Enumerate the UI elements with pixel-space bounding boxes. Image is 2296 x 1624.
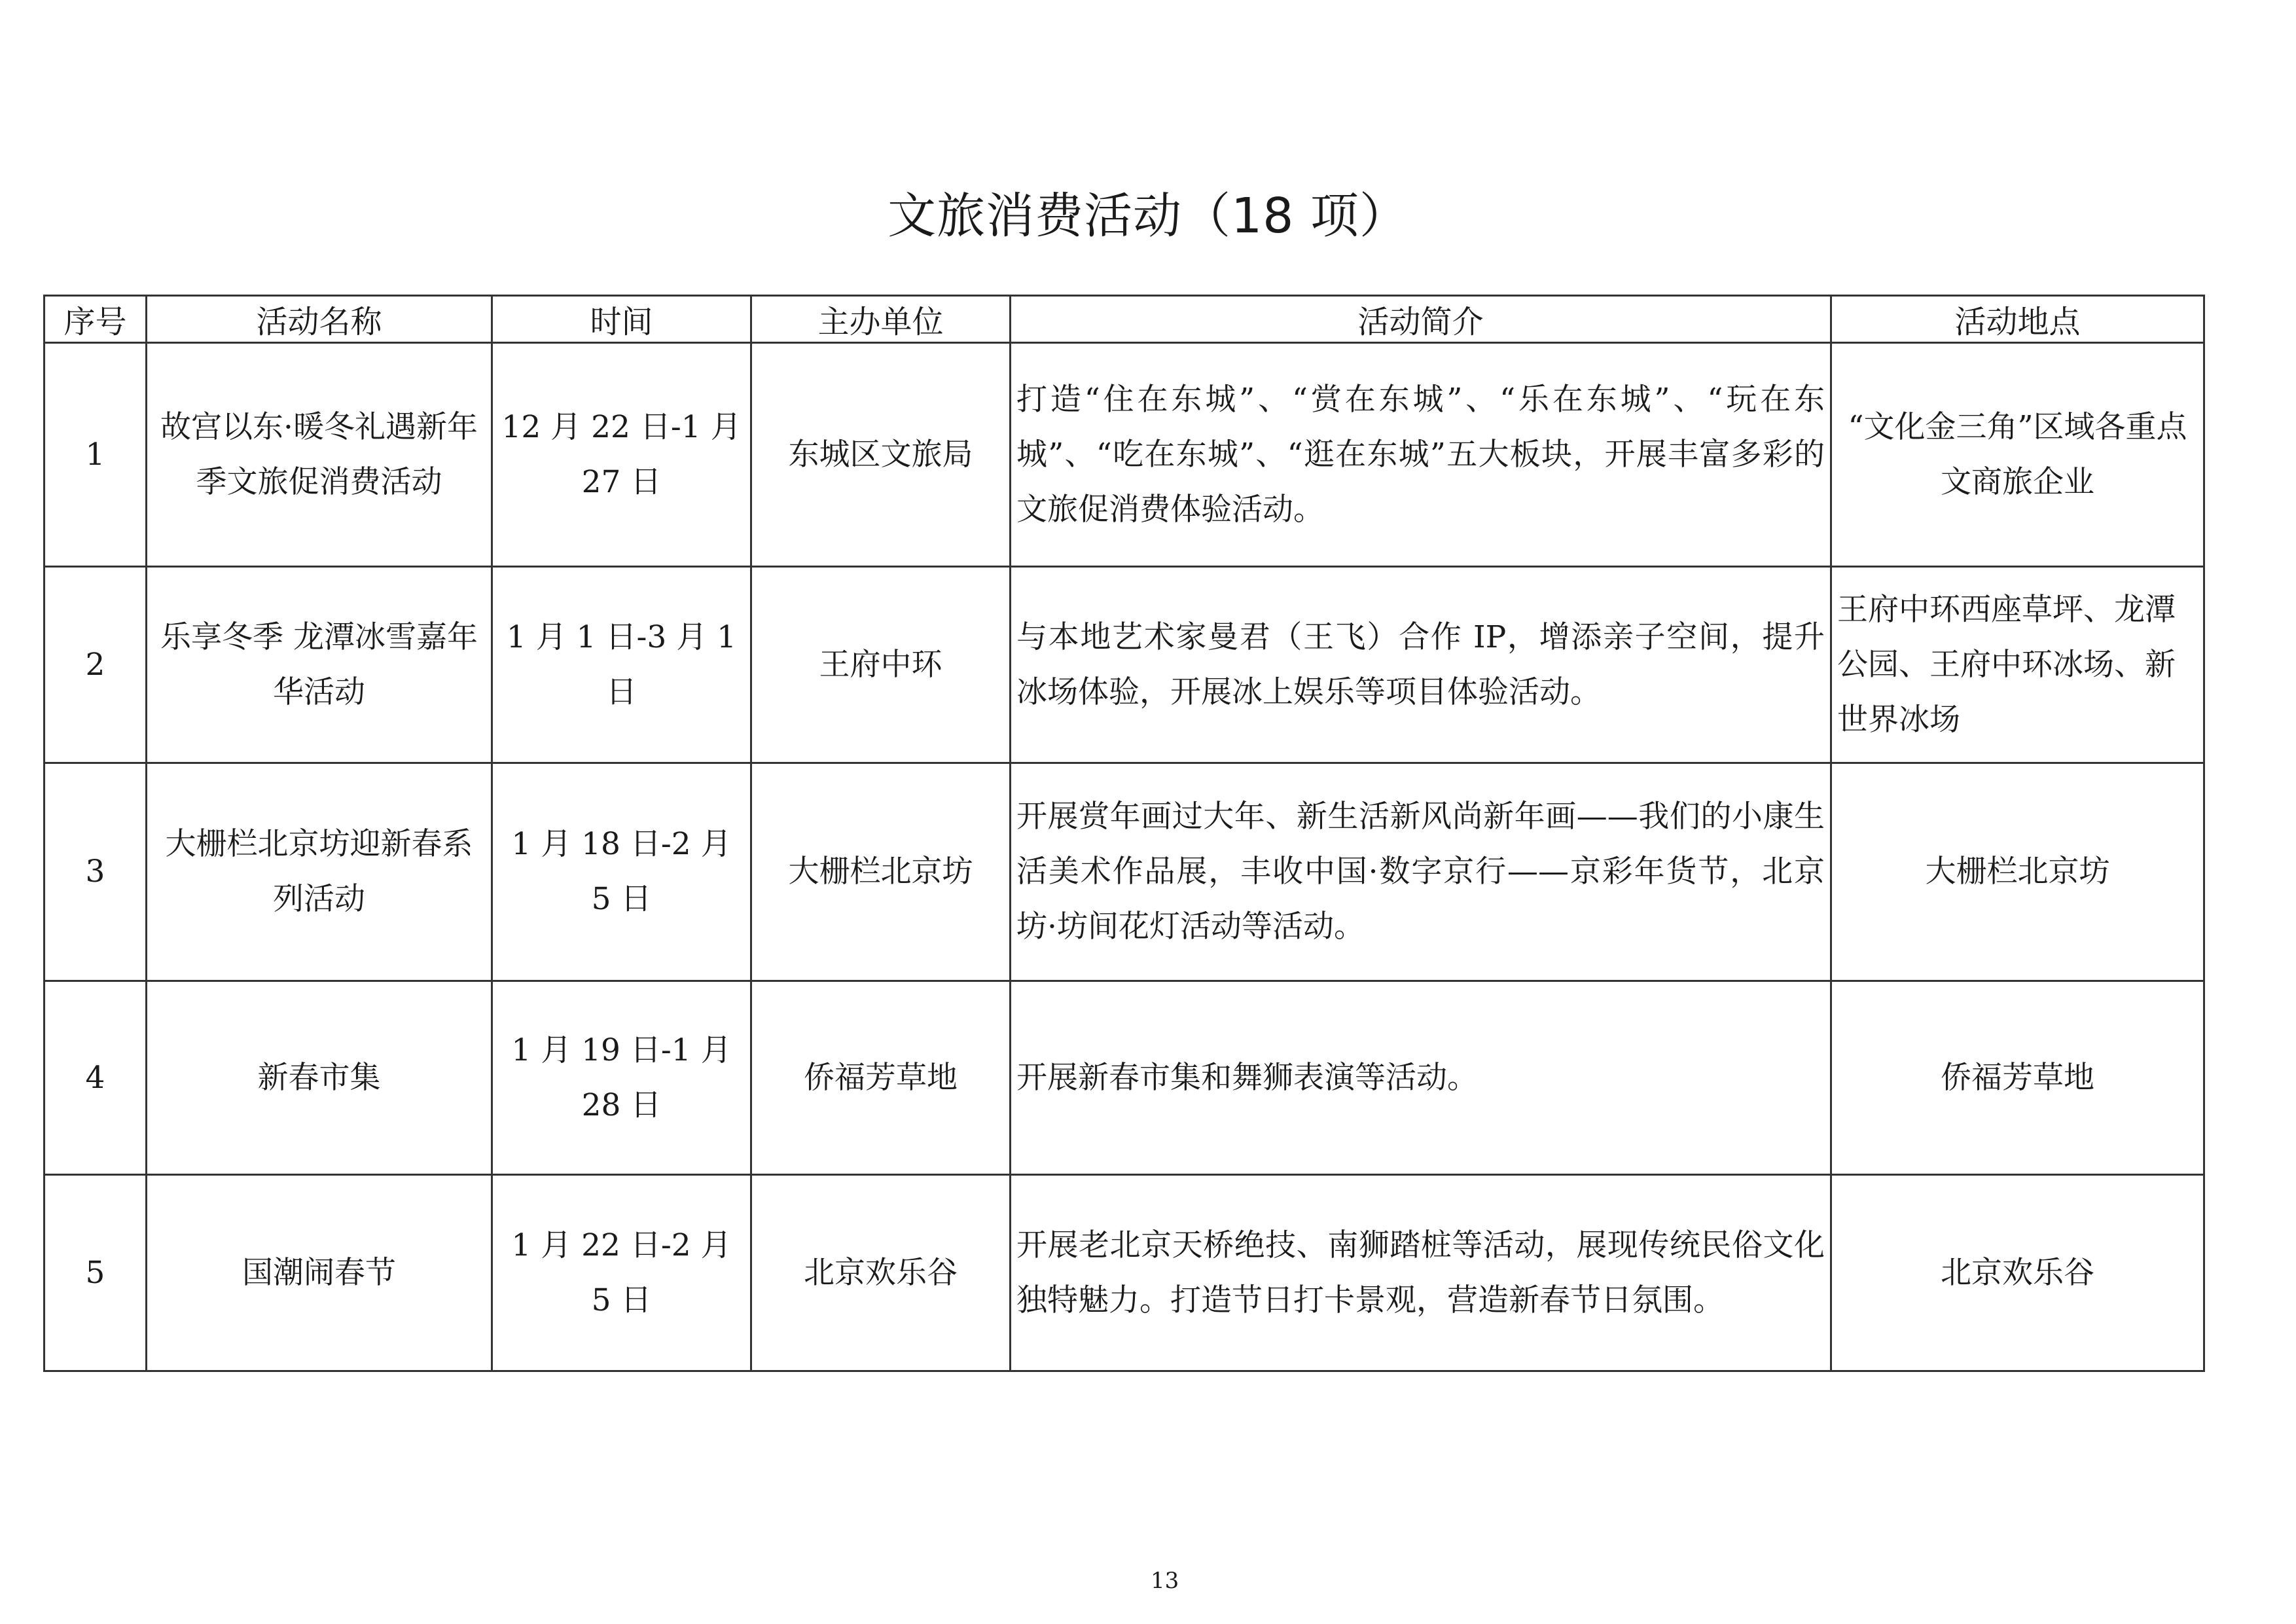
page-number: 13 [1151,1568,1179,1594]
activity-name: 大栅栏北京坊迎新春系列活动 [147,763,492,981]
activity-location: 王府中环西座草坪、龙潭公园、王府中环冰场、新世界冰场 [1831,567,2204,763]
table-header-row [45,296,2204,343]
activity-time: 1 月 1 日-3 月 1 日 [492,567,751,763]
activity-time: 1 月 19 日-1 月 28 日 [492,981,751,1175]
row-number: 3 [45,763,147,981]
activity-organizer: 侨福芳草地 [751,981,1011,1175]
row-number: 1 [45,343,147,567]
activity-location: “文化金三角”区域各重点文商旅企业 [1831,343,2204,567]
activity-name: 新春市集 [147,981,492,1175]
table-row [45,567,2204,763]
activity-description: 与本地艺术家曼君（王飞）合作 IP，增添亲子空间，提升冰场体验，开展冰上娱乐等项目体验活动。 [1011,567,1831,763]
row-number: 4 [45,981,147,1175]
activity-name: 国潮闹春节 [147,1175,492,1371]
page-title: 文旅消费活动（18 项） [888,188,1408,244]
header-description: 活动简介 [1011,296,1831,343]
activity-description: 开展新春市集和舞狮表演等活动。 [1011,981,1831,1175]
table-row [45,763,2204,981]
activity-name: 故宫以东·暖冬礼遇新年季文旅促消费活动 [147,343,492,567]
activity-organizer: 王府中环 [751,567,1011,763]
activity-location: 侨福芳草地 [1831,981,2204,1175]
row-number: 2 [45,567,147,763]
row-number: 5 [45,1175,147,1371]
activity-description: 打造“住在东城”、“赏在东城”、“乐在东城”、“玩在东城”、“吃在东城”、“逛在东城”五大板块，开展丰富多彩的文旅促消费体验活动。 [1011,343,1831,567]
header-number: 序号 [45,296,147,343]
activity-time: 12 月 22 日-1 月 27 日 [492,343,751,567]
header-time: 时间 [492,296,751,343]
header-organizer: 主办单位 [751,296,1011,343]
activity-location: 大栅栏北京坊 [1831,763,2204,981]
activity-organizer: 北京欢乐谷 [751,1175,1011,1371]
activity-description: 开展赏年画过大年、新生活新风尚新年画——我们的小康生活美术作品展，丰收中国·数字京行——京彩年货节，北京坊·坊间花灯活动等活动。 [1011,763,1831,981]
activity-description: 开展老北京天桥绝技、南狮踏桩等活动，展现传统民俗文化独特魅力。打造节日打卡景观，营造新春节日氛围。 [1011,1175,1831,1371]
activities-table [43,295,2205,1372]
activity-name: 乐享冬季 龙潭冰雪嘉年华活动 [147,567,492,763]
activity-organizer: 大栅栏北京坊 [751,763,1011,981]
table-row [45,981,2204,1175]
activity-location: 北京欢乐谷 [1831,1175,2204,1371]
table-row [45,343,2204,567]
header-activity-name: 活动名称 [147,296,492,343]
activity-time: 1 月 18 日-2 月 5 日 [492,763,751,981]
activity-time: 1 月 22 日-2 月 5 日 [492,1175,751,1371]
table-row [45,1175,2204,1371]
header-location: 活动地点 [1831,296,2204,343]
activity-organizer: 东城区文旅局 [751,343,1011,567]
